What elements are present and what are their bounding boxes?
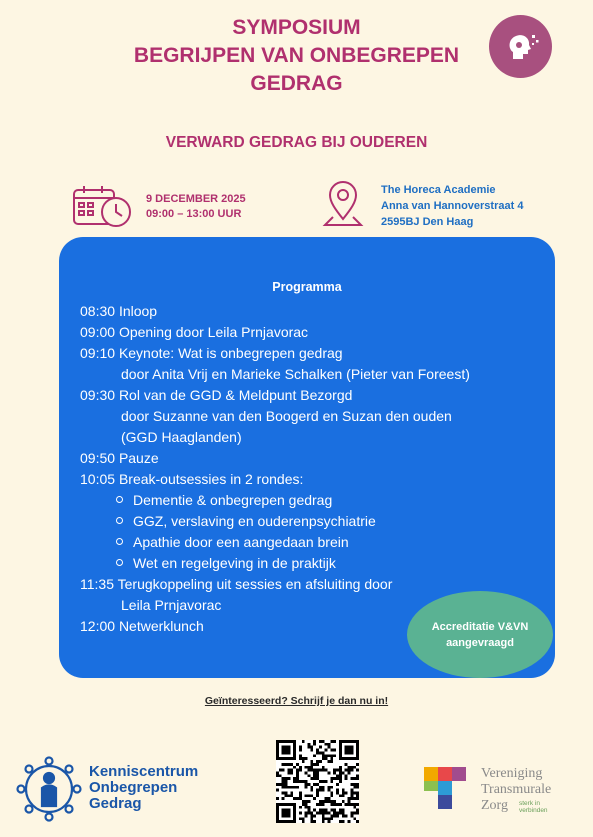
program-text: Rol van de GGD & Meldpunt Bezorgd bbox=[118, 387, 353, 403]
program-item bbox=[80, 574, 470, 595]
program-text: Opening door Leila Prnjavorac bbox=[118, 324, 309, 340]
program-time: 11:35 bbox=[80, 576, 114, 592]
title-line: GEDRAG bbox=[250, 72, 343, 95]
program-item bbox=[80, 427, 470, 448]
program-item bbox=[80, 385, 470, 406]
program-text: Inloop bbox=[118, 303, 158, 319]
program-item bbox=[80, 469, 470, 490]
program-text: (GGD Haaglanden) bbox=[121, 429, 242, 445]
program-text: Terugkoppeling uit sessies en afsluiting door bbox=[117, 576, 393, 592]
logo-line: Zorg bbox=[481, 798, 508, 813]
event-subtitle: VERWARD GEDRAG BIJ OUDEREN bbox=[165, 134, 428, 151]
program-item bbox=[80, 595, 470, 616]
tagline-line: sterk in bbox=[519, 800, 540, 807]
logo-line: Onbegrepen bbox=[89, 779, 178, 796]
register-link[interactable]: Geïnteresseerd? Schrijf je dan nu in! bbox=[204, 695, 389, 707]
program-item bbox=[80, 448, 470, 469]
logo-line: Transmurale bbox=[481, 782, 552, 797]
program-text: door Suzanne van den Boogerd en Suzan den ouden bbox=[121, 408, 452, 424]
program-time: 08:30 bbox=[80, 303, 116, 319]
event-location bbox=[381, 182, 523, 230]
title-line: SYMPOSIUM bbox=[232, 16, 361, 39]
program-time: 09:50 bbox=[80, 450, 116, 466]
location-line: 2595BJ Den Haag bbox=[381, 216, 474, 228]
location-line: Anna van Hannoverstraat 4 bbox=[381, 200, 524, 212]
program-item bbox=[80, 490, 470, 511]
logo-line: Kenniscentrum bbox=[89, 763, 199, 780]
program-item bbox=[80, 553, 470, 574]
kenniscentrum-logo bbox=[16, 756, 82, 827]
person-head-icon bbox=[489, 15, 552, 78]
bullet-icon bbox=[116, 517, 123, 524]
vtz-logo bbox=[424, 767, 470, 818]
kenniscentrum-name bbox=[89, 764, 198, 812]
program-text: door Anita Vrij en Marieke Schalken (Pieter van Foreest) bbox=[121, 366, 470, 382]
logo-line: Gedrag bbox=[89, 795, 142, 812]
program-text: Dementie & onbegrepen gedrag bbox=[133, 492, 333, 508]
event-datetime bbox=[146, 192, 246, 222]
program-text: Apathie door een aangedaan brein bbox=[133, 534, 349, 550]
vtz-tagline bbox=[519, 800, 548, 814]
event-date: 9 DECEMBER 2025 bbox=[146, 193, 246, 205]
program-item bbox=[80, 343, 470, 364]
event-time: 09:00 – 13:00 UUR bbox=[146, 208, 242, 220]
program-text: Netwerklunch bbox=[118, 618, 204, 634]
program-time: 12:00 bbox=[80, 618, 116, 634]
accreditation-line: aangevraagd bbox=[446, 636, 514, 649]
program-text: Wet en regelgeving in de praktijk bbox=[133, 555, 336, 571]
accreditation-line: Accreditatie V&VN bbox=[431, 620, 529, 633]
tagline-line: verbinden bbox=[519, 807, 548, 814]
program-item bbox=[80, 406, 470, 427]
bullet-icon bbox=[116, 496, 123, 503]
calendar-clock-icon bbox=[72, 184, 134, 235]
qr-code[interactable] bbox=[276, 740, 359, 828]
program-title: Programma bbox=[272, 280, 342, 294]
program-text: Pauze bbox=[118, 450, 159, 466]
bullet-icon bbox=[116, 538, 123, 545]
program-item bbox=[80, 532, 470, 553]
bullet-icon bbox=[116, 559, 123, 566]
program-text: GGZ, verslaving en ouderenpsychiatrie bbox=[133, 513, 376, 529]
program-time: 09:30 bbox=[80, 387, 116, 403]
program-time: 10:05 bbox=[80, 471, 116, 487]
location-pin-icon bbox=[322, 179, 364, 236]
program-list bbox=[80, 301, 470, 637]
program-text: Keynote: Wat is onbegrepen gedrag bbox=[118, 345, 343, 361]
program-text: Break-outsessies in 2 rondes: bbox=[118, 471, 304, 487]
program-item bbox=[80, 301, 470, 322]
program-item bbox=[80, 322, 470, 343]
program-item bbox=[80, 511, 470, 532]
title-line: BEGRIJPEN VAN ONBEGREPEN bbox=[133, 44, 460, 67]
program-time: 09:00 bbox=[80, 324, 116, 340]
program-time: 09:10 bbox=[80, 345, 116, 361]
program-item bbox=[80, 364, 470, 385]
program-text: Leila Prnjavorac bbox=[121, 597, 222, 613]
location-line: The Horeca Academie bbox=[381, 184, 496, 196]
accreditation-badge bbox=[407, 591, 553, 678]
logo-line: Vereniging bbox=[481, 766, 543, 781]
